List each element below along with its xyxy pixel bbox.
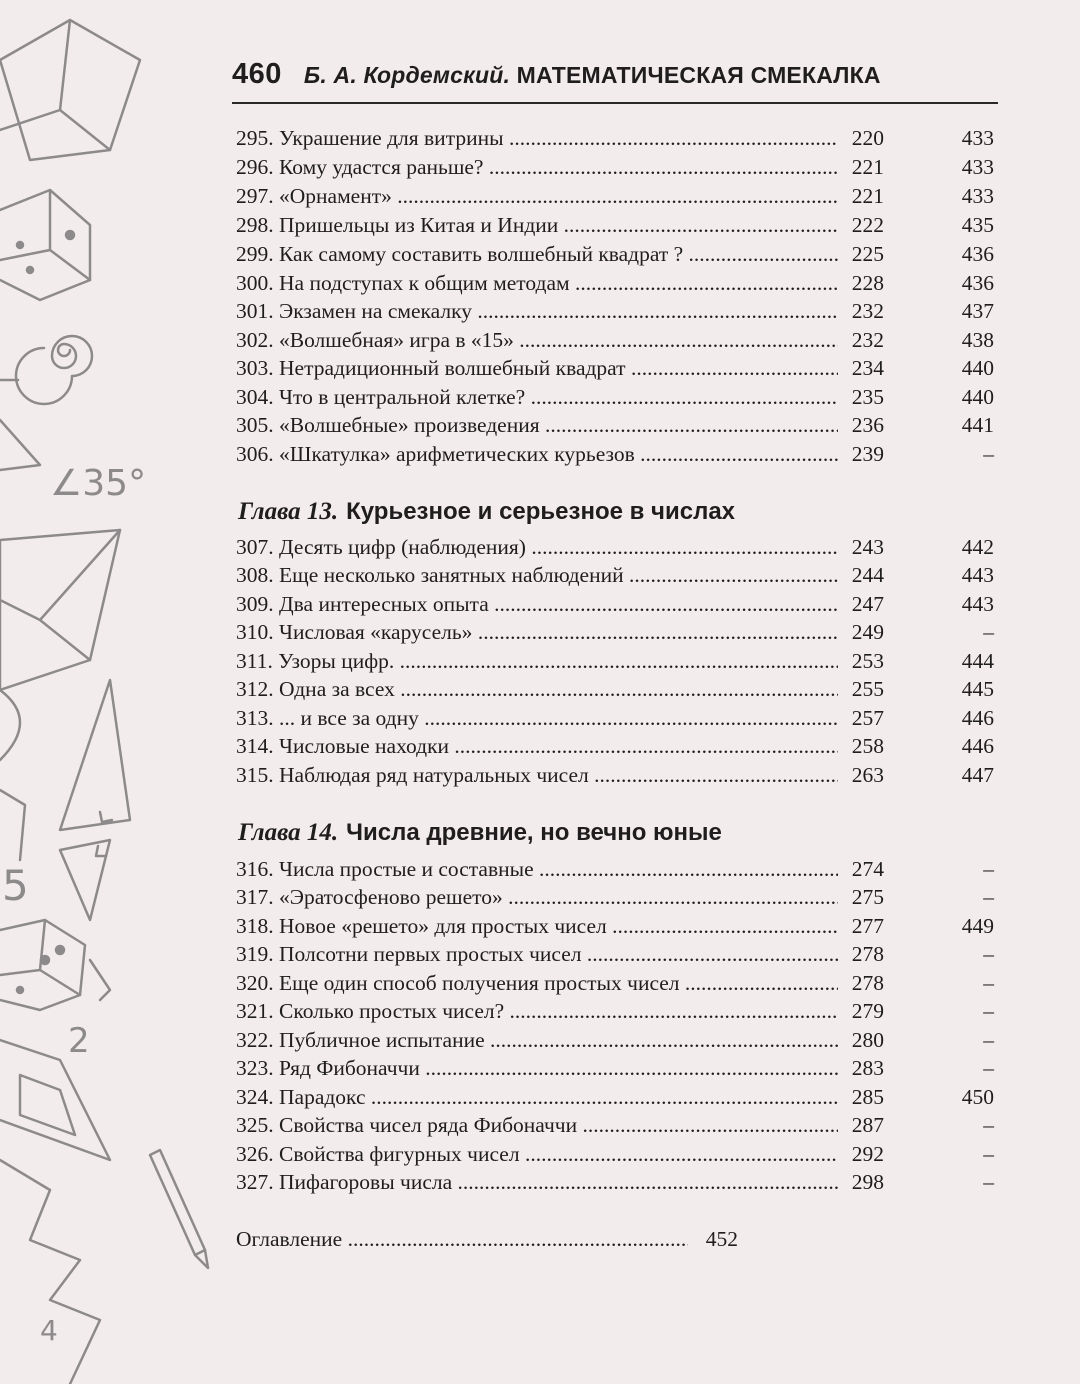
- entry-answer-page: 438: [961, 328, 994, 352]
- toc-entry: [236, 297, 996, 326]
- entry-page: 249: [840, 618, 884, 647]
- entry-answer-page: 435: [961, 213, 994, 237]
- chapter-heading: [238, 495, 735, 529]
- spiral-icon: [16, 336, 92, 404]
- entry-answer-page: –: [983, 1028, 994, 1052]
- book-title: МАТЕМАТИЧЕСКАЯ СМЕКАЛКА: [516, 62, 881, 88]
- entry-answer-page: –: [983, 1113, 994, 1137]
- entry-page: 278: [840, 969, 884, 998]
- toc-entry: [236, 124, 996, 153]
- toc-entry: [236, 1083, 996, 1112]
- entry-title: 298. Пришельцы из Китая и Индии .....: [236, 211, 838, 240]
- contents-title: Оглавление .....: [236, 1225, 688, 1254]
- entry-page: 287: [840, 1111, 884, 1140]
- entry-page: 247: [840, 590, 884, 619]
- toc-entry: [236, 182, 996, 211]
- entry-title: 317. «Эратосфеново решето» .....: [236, 883, 838, 912]
- digit-five: 5: [2, 861, 29, 910]
- entry-title: 319. Полсотни первых простых чисел .....: [236, 940, 838, 969]
- entry-answer-page: –: [983, 971, 994, 995]
- toc-entry: [236, 647, 996, 676]
- toc-entry: [236, 590, 996, 619]
- entry-title: 307. Десять цифр (наблюдения) .....: [236, 533, 838, 562]
- entry-answer-page: 446: [961, 734, 994, 758]
- entry-page: 255: [840, 675, 884, 704]
- entry-page: 225: [840, 240, 884, 269]
- entry-answer-page: 445: [961, 677, 994, 701]
- toc-entry: [236, 912, 996, 941]
- toc-entry: [236, 240, 996, 269]
- entry-answer-page: –: [983, 442, 994, 466]
- entry-page: 274: [840, 855, 884, 884]
- toc-entry: [236, 675, 996, 704]
- toc-entry: [236, 383, 996, 412]
- entry-title: 312. Одна за всех .....: [236, 675, 838, 704]
- die-icon: [0, 190, 90, 300]
- entry-page: 236: [840, 411, 884, 440]
- entry-answer-page: 449: [961, 914, 994, 938]
- toc-entry: [236, 1026, 996, 1055]
- running-title: [304, 62, 881, 89]
- pencil-icon: [150, 1150, 208, 1268]
- toc-entry: [236, 1140, 996, 1169]
- entry-answer-page: 436: [961, 242, 994, 266]
- triangle-small-icon: [60, 840, 110, 920]
- entry-title: 303. Нетрадиционный волшебный квадрат .....: [236, 354, 838, 383]
- entry-page: 221: [840, 153, 884, 182]
- die-small-icon: [0, 920, 85, 1010]
- toc-entry: [236, 269, 996, 298]
- entry-page: 275: [840, 883, 884, 912]
- entry-answer-page: 441: [961, 413, 994, 437]
- entry-page: 253: [840, 647, 884, 676]
- entry-title: 300. На подступах к общим методам .....: [236, 269, 838, 298]
- entry-title: 304. Что в центральной клетке? .....: [236, 383, 838, 412]
- digit-four: 4: [40, 1314, 58, 1347]
- chapter-heading: [238, 816, 722, 850]
- toc-entry: [236, 211, 996, 240]
- triangle-icon: [60, 680, 130, 830]
- toc-entry: [236, 1054, 996, 1083]
- toc-entry: [236, 533, 996, 562]
- entry-title: 310. Числовая «карусель» .....: [236, 618, 838, 647]
- entry-title: 322. Публичное испытание .....: [236, 1026, 838, 1055]
- entry-page: 235: [840, 383, 884, 412]
- toc-entry: [236, 732, 996, 761]
- entry-answer-page: 433: [961, 126, 994, 150]
- entry-page: 277: [840, 912, 884, 941]
- angle-label: ∠35°: [50, 463, 147, 504]
- toc-entry: [236, 940, 996, 969]
- entry-answer-page: –: [983, 620, 994, 644]
- toc-entry: [236, 761, 996, 790]
- arc-icon: [0, 690, 20, 760]
- entry-answer-page: 437: [961, 299, 994, 323]
- entry-title: 321. Сколько простых чисел? .....: [236, 997, 838, 1026]
- entry-title: 323. Ряд Фибоначчи .....: [236, 1054, 838, 1083]
- entry-answer-page: –: [983, 942, 994, 966]
- entry-title: 320. Еще один способ получения простых чисел .....: [236, 969, 838, 998]
- entry-title: 316. Числа простые и составные .....: [236, 855, 838, 884]
- entry-page: 228: [840, 269, 884, 298]
- entry-title: 302. «Волшебная» игра в «15» .....: [236, 326, 838, 355]
- entry-page: 222: [840, 211, 884, 240]
- entry-answer-page: 436: [961, 271, 994, 295]
- entry-answer-page: –: [983, 999, 994, 1023]
- entry-page: 220: [840, 124, 884, 153]
- toc-entry: [236, 997, 996, 1026]
- entry-page: 263: [840, 761, 884, 790]
- cone-icon: [0, 420, 40, 470]
- entry-answer-page: 444: [961, 649, 994, 673]
- entry-answer-page: 442: [961, 535, 994, 559]
- entry-answer-page: –: [983, 885, 994, 909]
- entry-page: 232: [840, 297, 884, 326]
- entry-page: 283: [840, 1054, 884, 1083]
- entry-page: 298: [840, 1168, 884, 1197]
- entry-page: 257: [840, 704, 884, 733]
- entry-title: 324. Парадокс .....: [236, 1083, 838, 1112]
- entry-page: 232: [840, 326, 884, 355]
- entry-title: 315. Наблюдая ряд натуральных чисел .....: [236, 761, 838, 790]
- entry-title: 325. Свойства чисел ряда Фибоначчи .....: [236, 1111, 838, 1140]
- entry-page: 244: [840, 561, 884, 590]
- entry-answer-page: 440: [961, 385, 994, 409]
- entry-answer-page: –: [983, 1170, 994, 1194]
- set-square-icon: [0, 1040, 110, 1160]
- entry-title: 305. «Волшебные» произведения .....: [236, 411, 838, 440]
- entry-page: 258: [840, 732, 884, 761]
- entry-answer-page: 446: [961, 706, 994, 730]
- entry-answer-page: –: [983, 1056, 994, 1080]
- entry-page: 234: [840, 354, 884, 383]
- entry-title: 299. Как самому составить волшебный квадрат ? .....: [236, 240, 838, 269]
- chapter-label: Глава 14.: [238, 819, 339, 846]
- entry-title: 309. Два интересных опыта .....: [236, 590, 838, 619]
- entry-answer-page: 433: [961, 184, 994, 208]
- digit-two: 2: [68, 1021, 90, 1061]
- entry-answer-page: 440: [961, 356, 994, 380]
- toc-entry: [236, 326, 996, 355]
- entry-page: 279: [840, 997, 884, 1026]
- chapter-label: Глава 13.: [238, 498, 339, 525]
- entry-title: 326. Свойства фигурных чисел .....: [236, 1140, 838, 1169]
- entry-answer-page: 443: [961, 563, 994, 587]
- toc-entry: [236, 1168, 996, 1197]
- toc-entry: [236, 704, 996, 733]
- toc-entry: [236, 618, 996, 647]
- chapter-title: Курьезное и серьезное в числах: [346, 498, 736, 525]
- toc-entry: [236, 561, 996, 590]
- pyramid-icon: [0, 530, 120, 690]
- entry-answer-page: 450: [961, 1085, 994, 1109]
- toc-entry: [236, 440, 996, 469]
- entry-page: 243: [840, 533, 884, 562]
- chapter-title: Числа древние, но вечно юные: [346, 819, 722, 846]
- entry-title: 314. Числовые находки .....: [236, 732, 838, 761]
- toc-entry: [236, 969, 996, 998]
- margin-doodles: [0, 0, 230, 1384]
- toc-entry: [236, 354, 996, 383]
- cube-icon: [0, 20, 140, 160]
- running-header: [232, 58, 998, 98]
- toc-entry: [236, 883, 996, 912]
- entry-answer-page: –: [983, 857, 994, 881]
- entry-page: 221: [840, 182, 884, 211]
- corner-icon: [0, 790, 25, 860]
- toc-entry: [236, 153, 996, 182]
- entry-title: 295. Украшение для витрины .....: [236, 124, 838, 153]
- entry-page: 285: [840, 1083, 884, 1112]
- entry-page: 278: [840, 940, 884, 969]
- toc-entry: [236, 855, 996, 884]
- entry-answer-page: 443: [961, 592, 994, 616]
- entry-title: 311. Узоры цифр. .....: [236, 647, 838, 676]
- entry-title: 296. Кому удастся раньше? .....: [236, 153, 838, 182]
- entry-title: 306. «Шкатулка» арифметических курьезов .....: [236, 440, 838, 469]
- entry-answer-page: 433: [961, 155, 994, 179]
- entry-answer-page: –: [983, 1142, 994, 1166]
- contents-page: 452: [705, 1227, 738, 1251]
- header-rule: [232, 102, 998, 104]
- zigzag-icon: [90, 960, 110, 1000]
- author-name: Б. А. Кордемский.: [303, 62, 511, 88]
- contents-entry: [236, 1225, 738, 1254]
- entry-title: 313. ... и все за одну .....: [236, 704, 838, 733]
- entry-title: 308. Еще несколько занятных наблюдений .....: [236, 561, 838, 590]
- lightning-icon: [0, 1160, 100, 1384]
- entry-title: 297. «Орнамент» .....: [236, 182, 838, 211]
- entry-page: 280: [840, 1026, 884, 1055]
- entry-title: 301. Экзамен на смекалку .....: [236, 297, 838, 326]
- entry-title: 318. Новое «решето» для простых чисел .....: [236, 912, 838, 941]
- toc-entry: [236, 1111, 996, 1140]
- entry-page: 292: [840, 1140, 884, 1169]
- entry-page: 239: [840, 440, 884, 469]
- entry-answer-page: 447: [961, 763, 994, 787]
- page-number: 460: [232, 58, 282, 90]
- entry-title: 327. Пифагоровы числа .....: [236, 1168, 838, 1197]
- toc-entry: [236, 411, 996, 440]
